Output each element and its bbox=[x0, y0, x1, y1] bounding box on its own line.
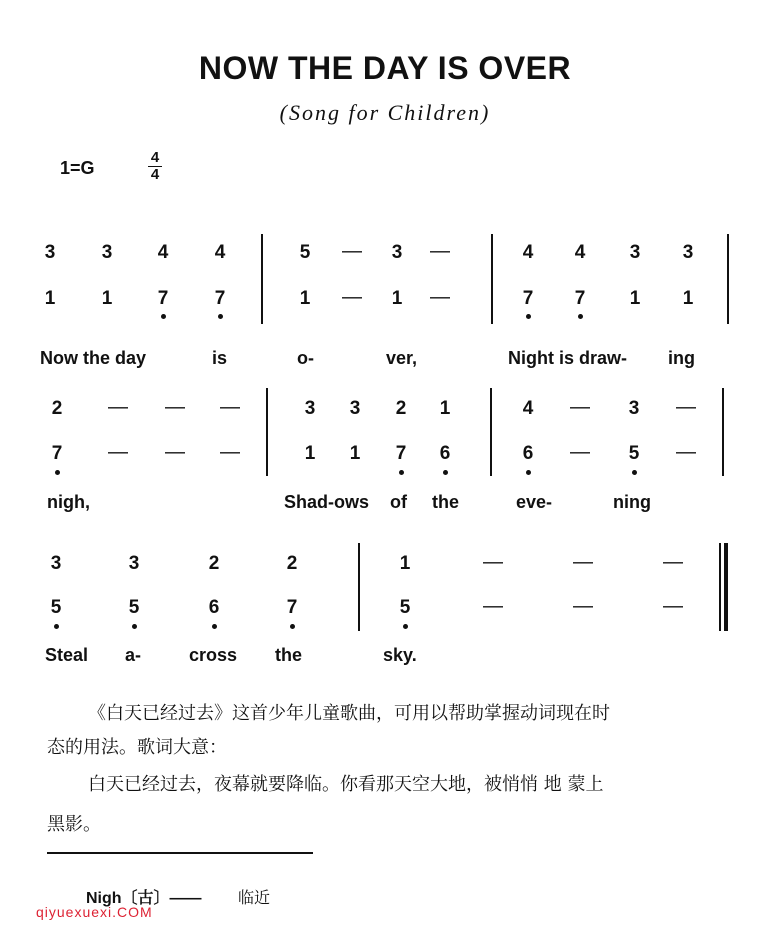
hold-dash: — bbox=[165, 396, 185, 418]
low-octave-dot bbox=[443, 470, 448, 475]
hold-dash: — bbox=[165, 441, 185, 463]
note: 6 bbox=[522, 443, 534, 464]
time-signature-bottom: 4 bbox=[150, 166, 160, 183]
lyric: is bbox=[212, 348, 228, 368]
note: 2 bbox=[395, 398, 407, 419]
lyric: Now the day bbox=[40, 348, 147, 368]
note: 7 bbox=[395, 443, 407, 464]
key-signature: 1=G bbox=[60, 158, 95, 178]
lyric: ver, bbox=[386, 348, 418, 368]
final-bar-thin bbox=[719, 543, 721, 631]
description-line: 黑影。 bbox=[47, 814, 101, 835]
low-octave-dot bbox=[212, 624, 217, 629]
hold-dash: — bbox=[676, 396, 696, 418]
low-octave-dot bbox=[403, 624, 408, 629]
bar-line bbox=[490, 388, 492, 476]
hold-dash: — bbox=[570, 441, 590, 463]
time-signature-top: 4 bbox=[148, 150, 162, 167]
note: 4 bbox=[522, 398, 534, 419]
low-octave-dot bbox=[54, 624, 59, 629]
footnote-word: Nigh〔古〕—— bbox=[86, 890, 202, 907]
low-octave-dot bbox=[526, 314, 531, 319]
hold-dash: — bbox=[573, 551, 593, 573]
note: 4 bbox=[522, 242, 534, 263]
note: 4 bbox=[214, 242, 226, 263]
footnote-divider bbox=[47, 852, 313, 854]
note: 7 bbox=[51, 443, 63, 464]
lyric: Night is draw- bbox=[508, 348, 628, 368]
note: 1 bbox=[304, 443, 316, 464]
bar-line bbox=[261, 234, 263, 324]
note: 2 bbox=[286, 553, 298, 574]
note: 1 bbox=[299, 288, 311, 309]
hold-dash: — bbox=[220, 441, 240, 463]
hold-dash: — bbox=[430, 286, 450, 308]
note: 3 bbox=[44, 242, 56, 263]
note: 7 bbox=[157, 288, 169, 309]
lyric: the bbox=[275, 645, 302, 665]
lyric: nigh, bbox=[47, 492, 90, 512]
note: 1 bbox=[44, 288, 56, 309]
note: 6 bbox=[208, 597, 220, 618]
low-octave-dot bbox=[526, 470, 531, 475]
final-bar-thick bbox=[724, 543, 728, 631]
note: 4 bbox=[157, 242, 169, 263]
hold-dash: — bbox=[570, 396, 590, 418]
note: 7 bbox=[286, 597, 298, 618]
note: 5 bbox=[299, 242, 311, 263]
low-octave-dot bbox=[55, 470, 60, 475]
lyric: eve- bbox=[516, 492, 553, 512]
low-octave-dot bbox=[632, 470, 637, 475]
description-line: 《白天已经过去》这首少年儿童歌曲，可用以帮助掌握动词现在时 bbox=[88, 703, 610, 724]
lyric: Steal bbox=[45, 645, 89, 665]
note: 3 bbox=[629, 242, 641, 263]
time-signature bbox=[148, 150, 162, 183]
hold-dash: — bbox=[676, 441, 696, 463]
note: 5 bbox=[628, 443, 640, 464]
low-octave-dot bbox=[218, 314, 223, 319]
bar-line bbox=[266, 388, 268, 476]
footnote-meaning: 临近 bbox=[238, 888, 271, 907]
hold-dash: — bbox=[663, 551, 683, 573]
hold-dash: — bbox=[108, 441, 128, 463]
hold-dash: — bbox=[342, 286, 362, 308]
lyric: ing bbox=[668, 348, 695, 368]
note: 2 bbox=[51, 398, 63, 419]
hold-dash: — bbox=[483, 595, 503, 617]
note: 3 bbox=[391, 242, 403, 263]
note: 3 bbox=[682, 242, 694, 263]
bar-line bbox=[727, 234, 729, 324]
bar-line bbox=[358, 543, 360, 631]
hold-dash: — bbox=[573, 595, 593, 617]
lyric: ning bbox=[613, 492, 651, 512]
note: 5 bbox=[399, 597, 411, 618]
song-title: NOW THE DAY IS OVER bbox=[198, 50, 572, 86]
song-subtitle: (Song for Children) bbox=[279, 100, 491, 125]
note: 3 bbox=[628, 398, 640, 419]
hold-dash: — bbox=[342, 240, 362, 262]
lyric: a- bbox=[125, 645, 142, 665]
note: 1 bbox=[682, 288, 694, 309]
note: 6 bbox=[439, 443, 451, 464]
hold-dash: — bbox=[108, 396, 128, 418]
note: 1 bbox=[629, 288, 641, 309]
note: 1 bbox=[439, 398, 451, 419]
low-octave-dot bbox=[290, 624, 295, 629]
note: 1 bbox=[101, 288, 113, 309]
lyric: sky. bbox=[383, 645, 417, 665]
lyric: cross bbox=[189, 645, 238, 665]
hold-dash: — bbox=[430, 240, 450, 262]
hold-dash: — bbox=[220, 396, 240, 418]
description-line: 态的用法。歌词大意： bbox=[47, 737, 227, 758]
low-octave-dot bbox=[161, 314, 166, 319]
note: 2 bbox=[208, 553, 220, 574]
note: 4 bbox=[574, 242, 586, 263]
hold-dash: — bbox=[483, 551, 503, 573]
low-octave-dot bbox=[578, 314, 583, 319]
bar-line bbox=[491, 234, 493, 324]
lyric: o- bbox=[297, 348, 314, 368]
description-line: 白天已经过去，夜幕就要降临。你看那天空大地，被悄悄 地 蒙上 bbox=[88, 774, 604, 795]
low-octave-dot bbox=[399, 470, 404, 475]
note: 5 bbox=[128, 597, 140, 618]
note: 3 bbox=[304, 398, 316, 419]
note: 3 bbox=[101, 242, 113, 263]
note: 3 bbox=[349, 398, 361, 419]
note: 3 bbox=[128, 553, 140, 574]
low-octave-dot bbox=[132, 624, 137, 629]
lyric: the bbox=[432, 492, 459, 512]
lyric: of bbox=[390, 492, 407, 512]
note: 5 bbox=[50, 597, 62, 618]
note: 1 bbox=[349, 443, 361, 464]
note: 7 bbox=[522, 288, 534, 309]
note: 3 bbox=[50, 553, 62, 574]
lyric: Shad-ows bbox=[284, 492, 370, 512]
note: 1 bbox=[399, 553, 411, 574]
note: 1 bbox=[391, 288, 403, 309]
note: 7 bbox=[574, 288, 586, 309]
watermark: qiyuexuexi.COM bbox=[36, 904, 153, 920]
hold-dash: — bbox=[663, 595, 683, 617]
note: 7 bbox=[214, 288, 226, 309]
bar-line bbox=[722, 388, 724, 476]
